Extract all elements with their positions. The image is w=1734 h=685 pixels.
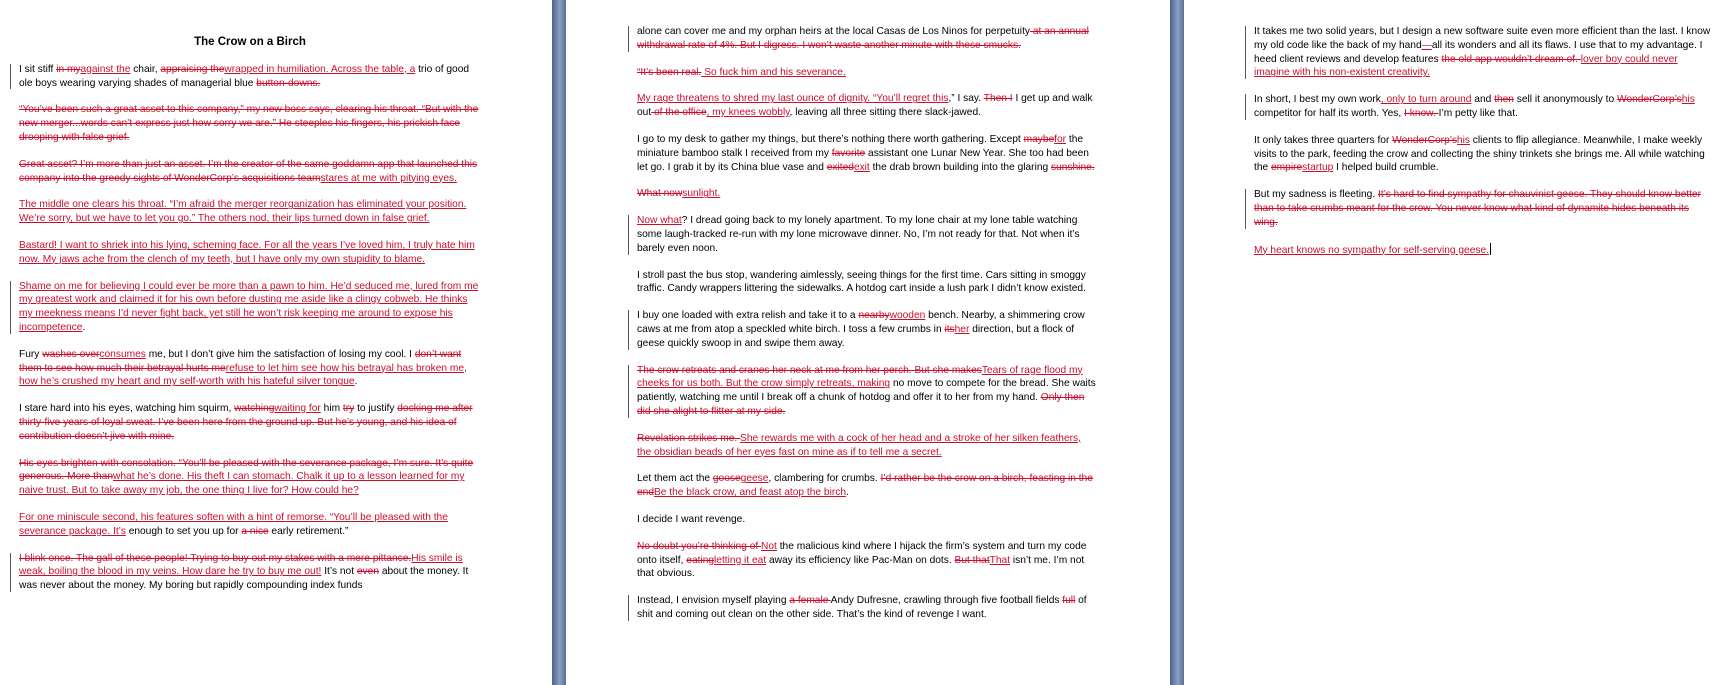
deleted-text: washes over [42, 348, 100, 360]
page-3-paragraphs [1254, 25, 1714, 257]
inserted-text: for [1054, 133, 1067, 145]
deleted-text: favorite [831, 147, 866, 159]
change-bar [628, 310, 629, 349]
text-run: In short, I best my own work [1254, 94, 1381, 106]
paragraph[interactable] [19, 552, 481, 593]
change-bar [1245, 26, 1246, 79]
paragraph[interactable] [637, 214, 1097, 255]
inserted-text: exit [853, 161, 870, 173]
deleted-text: Great asset? I’m more than just an asset. I’m the creator of the same goddamn app that launched this company into the greedy sights of WonderCorp’s acquisitions team [19, 158, 478, 184]
inserted-text: lover boy could never imagine with his non-existent creativity. [1254, 53, 1678, 79]
text-run: of shit and coming out clean on the other side. That’s the kind of revenge I want. [637, 595, 1087, 620]
text-run: , leaving all three sitting there slack-jawed. [789, 107, 981, 119]
deleted-text: watching [234, 403, 275, 415]
deleted-text: “It’s been real. [637, 66, 702, 78]
inserted-text: against the [80, 63, 131, 75]
paragraph[interactable] [19, 457, 481, 498]
text-run: ,” I say. [948, 93, 984, 105]
text-run: I’m petty like that. [1438, 107, 1518, 119]
deleted-text: I blink once. The gall of these people! Trying to buy out my stakes with a mere pittance. [19, 552, 412, 564]
inserted-text: The middle one clears his throat. “I’m afraid the merger reorganization has eliminated your position. We’re sorry, but we have to let you go.” The others nod, their lips turned down in false grief. [19, 199, 467, 225]
deleted-text: WonderCorp’s [1392, 134, 1457, 146]
inserted-text: For one miniscule second, his features soften with a hint of remorse. “You’ll be pleased with the severance package. It’s [19, 511, 448, 537]
text-run: It only takes three quarters for [1254, 134, 1393, 146]
page-body-2 [637, 25, 1097, 635]
deleted-text: His eyes brighten with consolation. “You’ll be pleased with the severance package, I’m sure. It’s quite generous. More than [19, 457, 474, 483]
paragraph[interactable] [637, 540, 1097, 581]
text-run: no move to compete for the bread. She waits patiently, watching me until I break off a chunk of hotdog and offer it to her from my hand. [637, 378, 1096, 404]
text-run: . [354, 376, 358, 388]
inserted-text: — [1421, 39, 1432, 51]
deleted-text: the old app wouldn’t dream of. [1441, 53, 1581, 65]
page-1-paragraphs [19, 63, 481, 593]
inserted-text: , my knees wobbly [706, 107, 790, 119]
text-run: . [845, 487, 849, 499]
paragraph[interactable] [19, 348, 481, 389]
text-run: It takes me two solid years, but I design a new software suite even more efficient than the last. I know my old code like the back of my hand [1254, 26, 1711, 51]
deleted-text: of the office [651, 107, 707, 119]
deleted-text: a nice [241, 525, 269, 537]
text-run: bench. Nearby, a shimmering crow caws at me from atop a speckled white birch. I toss a few crumbs in [637, 310, 1085, 335]
paragraph[interactable] [637, 309, 1097, 350]
inserted-text: Now what [637, 215, 682, 227]
deleted-text: its [944, 323, 955, 335]
text-run: chair, [130, 63, 161, 75]
paragraph[interactable] [1254, 93, 1714, 121]
paragraph[interactable] [19, 63, 481, 91]
inserted-text: geese [740, 473, 769, 485]
inserted-text: sunlight. [682, 188, 721, 200]
text-run: Instead, I envision myself playing [637, 595, 790, 607]
page-body-1 [19, 36, 481, 606]
change-bar [10, 64, 11, 90]
page-gap-right [1170, 0, 1184, 685]
deleted-text: nearby [858, 310, 890, 322]
paragraph[interactable] [19, 511, 481, 539]
paragraph[interactable] [637, 92, 1097, 120]
inserted-text: her [954, 323, 970, 335]
document-page-2[interactable] [566, 0, 1170, 685]
paragraph[interactable] [637, 472, 1097, 500]
inserted-text: So fuck him and his severance. [701, 66, 846, 78]
inserted-text: what he’s done. His theft I can stomach. Chalk it up to a lesson learned for my naive trust. But to take away my job, the one thing I live for? How could he? [19, 471, 465, 497]
text-run: I stare hard into his eyes, watching him squirm, [19, 403, 235, 415]
text-run: Fury [19, 348, 43, 360]
deleted-text: in my [56, 63, 81, 75]
deleted-text: What now [637, 188, 683, 200]
change-bar [628, 595, 629, 621]
deleted-text: eating [686, 554, 715, 566]
inserted-text: wrapped in humiliation. Across the table, a [224, 63, 416, 75]
text-run: , clambering for crumbs. [768, 473, 881, 485]
page-body-3 [1254, 25, 1714, 270]
deleted-text: at an annual withdrawal rate of 4%. But I digress. I won’t waste another minute with these smucks. [637, 26, 1089, 51]
text-run: I sit stiff [19, 63, 57, 75]
inserted-text: Not [761, 540, 777, 552]
text-run: It’s not [321, 566, 357, 578]
paragraph[interactable] [19, 402, 481, 443]
paragraph[interactable] [637, 364, 1097, 419]
paragraph[interactable] [637, 513, 1097, 527]
change-bar [1245, 189, 1246, 228]
change-bar [1245, 94, 1246, 120]
deleted-text: then [1494, 94, 1514, 106]
text-run: and [1471, 94, 1495, 106]
inserted-text: Bastard! I want to shriek into his lying, scheming face. For all the years I’ve loved him, I truly hate him now. My jaws ache from the clench of my teeth, but I have only my own stupidity to blame. [19, 239, 475, 265]
inserted-text: She rewards me with a cock of her head and a stroke of her silken feathers, the obsidian beads of her eyes fast on mine as if to tell me a secret. [637, 432, 1081, 458]
deleted-text: The crow retreats and cranes her neck at me from her perch. But she makes [637, 364, 982, 376]
deleted-text: But that [954, 554, 990, 566]
deleted-text: don’t want them to see how much their betrayal hurts me [19, 348, 462, 374]
text-run: clients to flip allegiance. Meanwhile, I make weekly visits to the park, feeding the crow and collecting the shiny trinkets she brings me. All while watching the [1254, 134, 1705, 174]
text-run: him [320, 403, 343, 415]
deleted-text: empire [1271, 162, 1303, 174]
text-run: ? I dread going back to my lonely apartment. To my lone chair at my lone table watching some laugh-tracked re-run with my lone microwave dinner. No, I’m not ready for that. Not when it’s barely even noon. [637, 215, 1080, 254]
inserted-text: wooden [889, 310, 926, 322]
text-run: I stroll past the bus stop, wandering aimlessly, seeing things for the first time. Cars sitting in smoggy traffic. Candy wrappers littering the sidewalks. A hotdog cart inside a lush park I didn’t know existed. [637, 269, 1086, 295]
deleted-text: goose [712, 473, 741, 485]
paragraph[interactable] [637, 66, 1097, 80]
deleted-text: even [356, 566, 379, 578]
change-bar [10, 281, 11, 334]
inserted-text: That [989, 554, 1011, 566]
paragraph[interactable] [19, 198, 481, 226]
deleted-text: “You’ve been such a great asset to this company,” my new boss says, clearing his throat. “But with the new merger...words can’t express just how sorry we are.” He steeples his fingers, his prickish face drooping with false grief. [19, 104, 479, 143]
text-run: assistant one Lunar New Year. She too had been let go. I grab it by its China blue vase and [637, 147, 1089, 173]
text-run: But my sadness is fleeting. [1254, 189, 1379, 201]
text-run: all its wonders and all its flaws. I use that to my advantage. I heed client reviews and develop features [1254, 39, 1703, 65]
text-run: to justify [354, 403, 398, 415]
change-bar [628, 215, 629, 254]
text-run: early retirement.” [268, 525, 349, 537]
text-run: I get up and walk out [637, 93, 1093, 119]
deleted-text: appraising the [160, 63, 225, 75]
deleted-text: button-downs. [256, 77, 321, 89]
text-run: I decide I want revenge. [637, 513, 746, 525]
text-run: sell it anonymously to [1513, 94, 1618, 106]
deleted-text: maybe [1023, 133, 1055, 145]
deleted-text: sunshine. [1051, 161, 1095, 173]
inserted-text: refuse to let him see how his betrayal has broken me, how he’s crushed my heart and my self-worth with his hateful silver tongue [19, 362, 467, 388]
document-title: The Crow on a Birch [194, 36, 306, 48]
change-bar [628, 365, 629, 418]
paragraph[interactable] [637, 25, 1097, 53]
paragraph[interactable] [637, 187, 1097, 201]
text-run: I buy one loaded with extra relish and take it to a [637, 310, 859, 322]
deleted-text: Only then did she alight to flitter at my side. [637, 392, 1085, 417]
inserted-text: Tears of rage flood my cheeks for us both. But the crow simply retreats, making [637, 364, 1083, 390]
deleted-text: docking me after thirty-five years of loyal sweat. I’ve been here from the ground up. But he’s young, and his idea of contribution doesn’t jive with mine. [19, 403, 473, 442]
inserted-text: his [1456, 134, 1470, 146]
paragraph[interactable] [1254, 243, 1714, 258]
deleted-text: try [342, 403, 355, 415]
paragraph[interactable] [637, 594, 1097, 622]
paragraph[interactable] [1254, 134, 1714, 175]
deleted-text: Then I [983, 93, 1013, 105]
text-run: competitor for half its worth. Yes, [1254, 107, 1405, 119]
text-run: about the money. It was never about the money. My boring but rapidly compounding index funds [19, 566, 469, 592]
paragraph[interactable] [1254, 25, 1714, 80]
paragraph[interactable] [637, 269, 1097, 297]
inserted-text: His smile is weak, boiling the blood in my veins. How dare he try to buy me out! [19, 552, 463, 578]
text-run: . [82, 321, 86, 333]
document-page-1[interactable] [0, 0, 552, 685]
page-gap-left [552, 0, 566, 685]
deleted-text: No doubt you’re thinking of [637, 540, 762, 552]
text-run: the miniature bamboo stalk I received from my [637, 133, 1084, 159]
inserted-text: My heart knows no sympathy for self-serving geese. [1254, 244, 1489, 256]
text-run: away its efficiency like Pac-Man on dots. [766, 554, 955, 566]
text-run: the drab brown building into the glaring [869, 161, 1051, 173]
text-run: me, but I don’t give him the satisfaction of losing my cool. I [145, 348, 415, 360]
text-cursor [1490, 243, 1491, 255]
inserted-text: consumes [99, 348, 146, 360]
paragraph[interactable] [637, 432, 1097, 460]
change-bar [10, 553, 11, 592]
inserted-text: letting it eat [714, 554, 767, 566]
inserted-text: Be the black crow, and feast atop the birch [654, 487, 846, 499]
deleted-text: full [1062, 595, 1076, 607]
paragraph[interactable] [19, 280, 481, 335]
deleted-text: I know. [1404, 107, 1439, 119]
inserted-text: his [1681, 94, 1695, 106]
text-run: isn’t me. I’m not that obvious. [637, 554, 1085, 580]
paragraph[interactable] [19, 103, 481, 144]
text-run: enough to set you up for [125, 525, 242, 537]
inserted-text: Shame on me for believing I could ever be more than a pawn to him. He’d seduced me, lured from me my greatest work and claimed it for his own before dusting me aside like a clingy cobweb. He thinks my meekness means I’d never fight back, yet still he won’t risk keeping me around to expose his incompetence [19, 280, 479, 333]
page-2-paragraphs [637, 25, 1097, 622]
deleted-text: exited [826, 161, 854, 173]
inserted-text: My rage threatens to shred my last ounce of dignity. “You’ll regret this [637, 93, 949, 105]
inserted-text: waiting for [274, 403, 321, 415]
inserted-text: startup [1302, 162, 1334, 174]
text-run: the malicious kind where I hijack the firm’s system and turn my code onto itself, [637, 540, 1087, 566]
text-run: I go to my desk to gather my things, but there’s nothing there worth gathering. Except [637, 133, 1024, 145]
text-run: alone can cover me and my orphan heirs at the local Casas de Los Ninos for perpetuity [637, 26, 1030, 37]
deleted-text: It’s hard to find sympathy for chauvinist geese. They should know better than to take crumbs meant for the crow. You never know what kind of dynamite hides beneath its wing. [1254, 189, 1701, 228]
inserted-text: stares at me with pitying eyes. [320, 172, 457, 184]
inserted-text: , only to turn around [1380, 94, 1472, 106]
document-page-3[interactable] [1184, 0, 1734, 685]
paragraph[interactable] [19, 158, 481, 186]
paragraph[interactable] [637, 133, 1097, 174]
deleted-text: Revelation strikes me. [637, 432, 741, 444]
deleted-text: a female [789, 595, 831, 607]
paragraph[interactable] [1254, 188, 1714, 229]
text-run: Let them act the [637, 473, 713, 485]
deleted-text: I’d rather be the crow on a birch, feasting in the end [637, 473, 1093, 499]
paragraph[interactable] [19, 239, 481, 267]
text-run: trio of good ole boys wearing varying shades of managerial blue [19, 63, 470, 89]
text-run: direction, but a flock of geese quickly swoop in and swipe them away. [637, 323, 1075, 349]
text-run: I helped build crumble. [1333, 162, 1439, 174]
text-run: Andy Dufresne, crawling through five football fields [830, 595, 1063, 607]
change-bar [628, 26, 629, 52]
deleted-text: WonderCorp’s [1617, 94, 1682, 106]
